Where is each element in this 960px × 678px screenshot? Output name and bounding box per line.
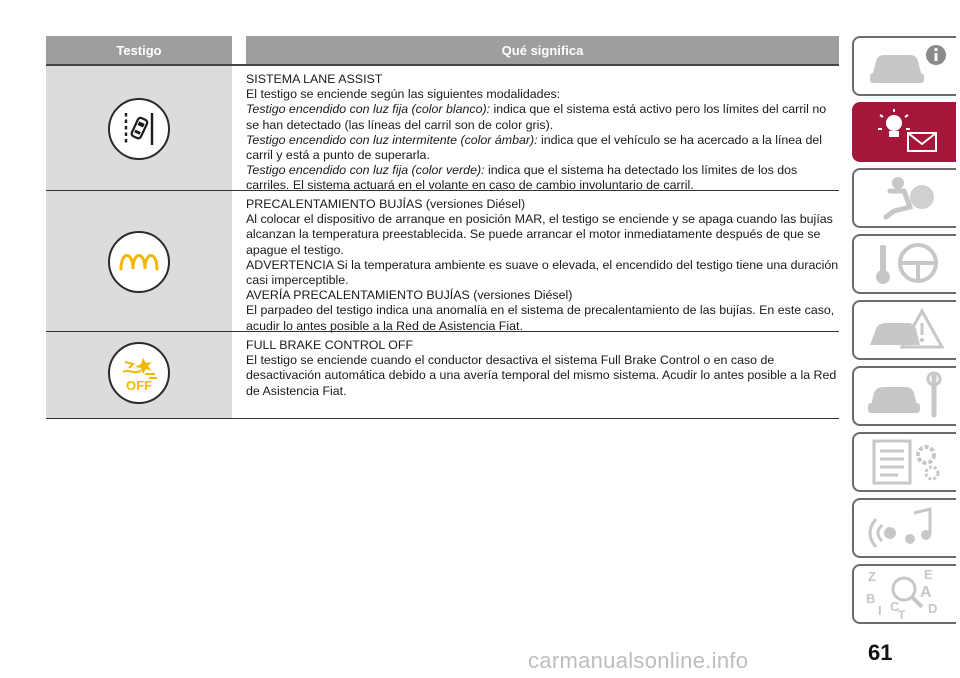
tab-multimedia[interactable] [852, 498, 956, 558]
index-letter: C [890, 599, 900, 614]
lane-assist-icon [108, 98, 170, 160]
watermark: carmanualsonline.info [528, 648, 749, 673]
glow-plugs-description [246, 191, 839, 331]
table-row-lane-assist [46, 66, 839, 191]
index-letter: I [878, 603, 882, 618]
lane-assist-title: SISTEMA LANE ASSIST [246, 72, 383, 86]
table-header [46, 36, 839, 66]
index-search-icon [864, 567, 950, 621]
header-testigo: Testigo [46, 36, 232, 64]
tab-warning-lights[interactable] [852, 102, 956, 162]
tab-starting-driving[interactable] [852, 234, 956, 294]
amber-label: Testigo encendido con luz intermitente (color ámbar): [246, 132, 538, 147]
warning-lights-table [46, 36, 839, 419]
glow-text1: Al colocar el dispositivo de arranque en posición MAR, el testigo se enciende y se apaga cuando las bujías alcanzan la temperatura preestablecida. Se puede arrancar el motor inmediatamente después de que se apague el testigo. [246, 212, 833, 257]
glow-plug-icon [108, 231, 170, 293]
full-brake-description [246, 332, 839, 418]
glow-title2: AVERÍA PRECALENTAMIENTO BUJÍAS (versiones Diésel) [246, 288, 573, 303]
tab-maintenance[interactable] [852, 366, 956, 426]
index-letter: D [928, 601, 938, 616]
index-letter: T [898, 608, 906, 621]
tab-emergency[interactable] [852, 300, 956, 360]
tab-index[interactable] [852, 564, 956, 624]
page-number: 61 [868, 640, 893, 665]
lane-assist-description [246, 66, 839, 193]
lane-assist-green [246, 163, 839, 193]
header-que-significa: Qué significa [246, 36, 839, 64]
icon-cell [46, 191, 232, 331]
icon-cell [46, 66, 232, 190]
glow-title: PRECALENTAMIENTO BUJÍAS (versiones Diésel) [246, 197, 526, 211]
full-brake-control-off-icon [108, 342, 170, 404]
technical-data-icon [864, 437, 950, 487]
brake-text: El testigo se enciende cuando el conductor desactiva el sistema Full Brake Control o en caso de desactivación automática debido a una avería temporal del mismo sistema. Acudir lo antes posible a la Red de Asistencia Fiat. [246, 353, 837, 398]
green-label: Testigo encendido con luz fija (color verde): [246, 163, 485, 178]
lane-assist-intro: El testigo se enciende según las siguientes modalidades: [246, 87, 561, 102]
index-letter: A [920, 584, 932, 601]
car-service-wrench-icon [864, 371, 950, 421]
warning-lights-icon [864, 107, 950, 157]
lane-assist-amber [246, 133, 839, 163]
green-text: indica que el sistema ha detectado los límites de los dos carriles. El sistema actuará en el volante en caso de cambio involuntario de carril. [246, 163, 798, 193]
tab-safety[interactable] [852, 168, 956, 228]
glow-text3: El parpadeo del testigo indica una anomalía en el sistema de precalentamiento de las bujías. En este caso, acudir lo antes posible a la Red de Asistencia Fiat. [246, 303, 835, 333]
amber-text: indica que el vehículo se ha acercado a la línea del carril y está a punto de superarla. [246, 132, 823, 163]
table-row-glow-plugs [46, 191, 839, 332]
emergency-warning-triangle-icon [864, 305, 950, 355]
white-label: Testigo encendido con luz fija (color blanco): [246, 102, 491, 117]
index-letter: Z [868, 569, 876, 584]
tab-technical-data[interactable] [852, 432, 956, 492]
tab-car-info[interactable] [852, 36, 956, 96]
off-label: OFF [126, 378, 152, 393]
index-letter: E [924, 567, 933, 582]
icon-cell [46, 332, 232, 418]
white-text: indica que el sistema está activo pero los límites del carril no se han detectado (las líneas del carril son de color gris). [246, 102, 827, 132]
lane-assist-white [246, 102, 839, 132]
brake-title: FULL BRAKE CONTROL OFF [246, 338, 414, 352]
car-info-icon [864, 41, 950, 91]
glow-text2: ADVERTENCIA Si la temperatura ambiente es suave o elevada, el encendido del testigo tiene una duración casi imperceptible. [246, 257, 839, 288]
multimedia-icon [864, 503, 950, 553]
index-letter: B [866, 591, 876, 606]
table-row-full-brake-control [46, 332, 839, 419]
key-steering-icon [864, 239, 950, 289]
airbag-seat-icon [864, 173, 950, 223]
